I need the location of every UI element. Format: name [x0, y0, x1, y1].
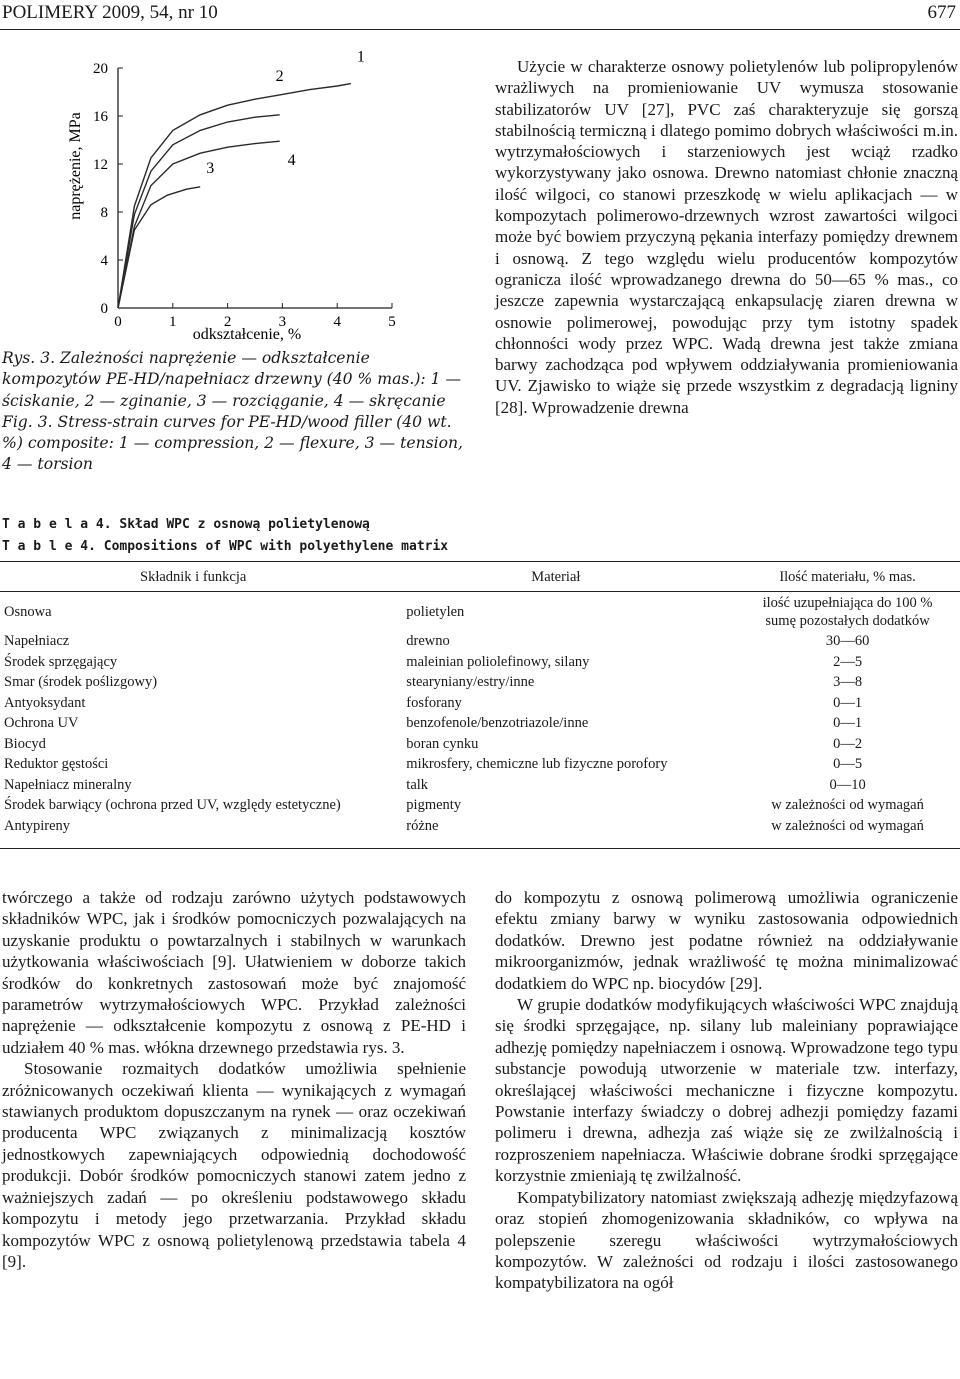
y-tick-label: 0	[100, 301, 108, 317]
cell-amount: w zależności od wymagań	[771, 797, 924, 813]
x-tick-label: 1	[169, 314, 177, 330]
cell-material: fosforany	[406, 694, 462, 711]
figure-caption-pl: Rys. 3. Zależności naprężenie — odkształcenie kompozytów PE-HD/napełniacz drzewny (40 % mas.): 1 — ściskanie, 2 — zginanie, 3 — rozciąganie, 4 — skręcanie	[2, 349, 462, 410]
cell-component: Smar (środek poślizgowy)	[4, 674, 158, 690]
table-row	[0, 735, 960, 756]
series-label-2: 2	[275, 67, 284, 85]
cell-amount: 2—5	[833, 653, 863, 670]
table-caption-en: T a b l e 4. Compositions of WPC with polyethylene matrix	[2, 539, 449, 554]
right-column-bottom-text	[495, 887, 958, 1294]
cell-amount: 0—5	[833, 756, 863, 772]
table-row	[0, 776, 960, 797]
cell-material: maleinian poliolefinowy, silany	[406, 653, 590, 670]
cell-component: Środek barwiący (ochrona przed UV, względy estetyczne)	[4, 797, 341, 813]
table-bottom-rule	[0, 848, 960, 849]
x-tick-label: 3	[278, 314, 287, 330]
series-label-4: 4	[287, 152, 296, 170]
cell-component: Antyoksydant	[4, 694, 86, 711]
cell-amount: 0—1	[833, 694, 863, 711]
paragraph: Stosowanie rozmaitych dodatków umożliwia spełnienie zróżnicowanych oczekiwań klienta — wynikających z wymagań stawianych produktom dopuszczanym na rynek — oraz oczekiwań producenta WPC związanych z minimalizacją kosztów jednostkowych zapewniających odpowiednią dochodowość produkcji. Dobór środków pomocniczych stanowi zatem jedno z ważniejszych zadań — po określeniu podstawowego składu kompozytu i metody jego przetwarzania. Przykład składu kompozytów WPC z osnową polietylenową przedstawia tabela 4 [9].	[2, 1059, 466, 1271]
table-row	[0, 592, 960, 632]
cell-component: Osnowa	[4, 604, 52, 620]
y-tick-label: 16	[93, 109, 108, 125]
cell-amount: w zależności od wymagań	[771, 817, 924, 834]
table-row	[0, 694, 960, 715]
header-amount: Ilość materiału, % mas.	[779, 568, 916, 585]
cell-material: polietylen	[406, 604, 465, 620]
cell-component: Ochrona UV	[4, 715, 79, 731]
cell-amount: 30—60	[825, 633, 870, 649]
cell-component: Napełniacz	[4, 633, 70, 649]
composition-table	[0, 562, 960, 837]
cell-component: Napełniacz mineralny	[4, 776, 132, 793]
x-tick-label: 2	[223, 314, 232, 330]
header-component: Składnik i funkcja	[140, 568, 247, 585]
cell-component: Antypireny	[4, 817, 71, 834]
cell-material: talk	[406, 776, 429, 793]
figure-caption	[2, 348, 472, 476]
cell-amount-line: sumę pozostałych dodatków	[765, 613, 930, 629]
paragraph: twórczego a także od rodzaju zarówno użytych podstawowych składników WPC, jak i środków pomocniczych pozwalających na uzyskanie produktu o powtarzalnych i stabilnych w warunkach użytkowania właściwościach [9]. Ułatwieniem w doborze takich środków do konkretnych zastosowań może być znajomość parametrów wytrzymałościowych WPC. Przykład zależności naprężenie — odkształcenie kompozytu z osnową z PE-HD i udziałem 40 % mas. włókna drzewnego przedstawia rys. 3.	[2, 888, 466, 1057]
table-row	[0, 673, 960, 694]
table-row	[0, 817, 960, 838]
series-label-1: 1	[356, 48, 365, 66]
table-row	[0, 755, 960, 776]
series-line-4	[118, 141, 280, 308]
running-header	[0, 0, 960, 28]
cell-component: Reduktor gęstości	[4, 756, 109, 772]
cell-amount	[735, 592, 960, 632]
series-label-3: 3	[206, 159, 215, 177]
chart-ylabel: naprężenie, MPa	[67, 112, 84, 220]
table-row	[0, 796, 960, 817]
cell-material: różne	[406, 817, 439, 834]
header-rule	[0, 29, 960, 30]
x-tick-label: 0	[114, 314, 122, 330]
cell-material: benzofenole/benzotriazole/inne	[406, 715, 589, 731]
chart-axes	[118, 68, 392, 308]
paragraph: do kompozytu z osnową polimerową umożliwia ograniczenie efektu zmiany barwy w wyniku zastosowania odpowiednich dodatków. Drewno jest podatne również na oddziaływanie mikroorganizmów, jednak wrażliwość tę można minimalizować dodatkiem do WPC np. biocydów [29].	[495, 888, 958, 993]
cell-material: stearyniany/estry/inne	[406, 674, 535, 690]
left-column-bottom-text	[2, 887, 466, 1272]
cell-component: Środek sprzęgający	[4, 653, 118, 670]
figure-caption-en: Fig. 3. Stress-strain curves for PE-HD/wood filler (40 wt. %) composite: 1 — compression, 2 — flexure, 3 — tension, 4 — torsion	[2, 412, 464, 474]
right-column-top-text	[495, 56, 958, 418]
cell-amount-line: ilość uzupełniająca do 100 %	[762, 595, 933, 611]
table-row	[0, 632, 960, 653]
y-tick-label: 20	[93, 61, 108, 77]
cell-amount: 0—10	[829, 776, 866, 793]
cell-amount: 0—1	[833, 715, 863, 731]
journal-title: POLIMERY 2009, 54, nr 10	[2, 2, 218, 23]
stress-strain-chart	[0, 36, 470, 348]
y-tick-label: 8	[100, 205, 108, 221]
table-header-row	[0, 562, 960, 592]
cell-material: boran cynku	[406, 735, 479, 752]
x-tick-label: 4	[333, 314, 341, 330]
y-tick-label: 4	[100, 253, 108, 269]
cell-amount: 0—2	[833, 735, 863, 752]
cell-material: drewno	[406, 633, 450, 649]
table-row	[0, 714, 960, 735]
x-tick-label: 5	[388, 314, 396, 330]
chart-xlabel: odkształcenie, %	[192, 326, 302, 343]
cell-amount: 3—8	[833, 674, 863, 690]
page-number: 677	[927, 2, 956, 23]
cell-material: mikrosfery, chemiczne lub fizyczne porofory	[406, 756, 668, 772]
header-material: Materiał	[531, 568, 581, 585]
cell-material: pigmenty	[406, 797, 462, 813]
table-row	[0, 653, 960, 674]
y-tick-label: 12	[93, 157, 108, 173]
paragraph: Użycie w charakterze osnowy polietylenów lub polipropylenów wrażliwych na promieniowanie UV wymusza stosowanie stabilizatorów UV [27], PVC zaś charakteryzuje się gorszą stabilnością termiczną i dlatego pomimo dobrych właściwości m.in. wytrzymałościowych i starzeniowych jest wciąż rzadko wykorzystywany jako osnowa. Drewno natomiast chłonie znaczną ilość wilgoci, co stanowi przeszkodę w wielu aplikacjach — w kompozytach polimerowo-drzewnych wzrost zawartości wilgoci może być bowiem przyczyną pękania interfazy pomiędzy drewnem i osnową. Z tego względu wielu producentów kompozytów ogranicza ilość wprowadzanego drewna do 50—65 % mas., co jeszcze zapewnia wystarczającą enkapsulację ziaren drewna w osnowie polimerowej, powodując przy tym istotny spadek chłonności wody przez WPC. Wadą drewna jest także zmiana barwy zachodząca pod wpływem oddziaływania promieniowania UV. Zjawisko to wiąże się przede wszystkim z degradacją ligniny [28]. Wprowadzenie drewna	[495, 57, 958, 417]
paragraph: Kompatybilizatory natomiast zwiększają adhezję międzyfazową oraz stopień zhomogenizowania składników, co wpływa na polepszenie szeregu właściwości wytrzymałościowych kompozytów. W zależności od rodzaju i ilości zastosowanego kompatybilizatora na ogół	[495, 1187, 958, 1293]
cell-component: Biocyd	[4, 735, 46, 752]
paragraph: W grupie dodatków modyfikujących właściwości WPC znajdują się środki sprzęgające, np. silany lub maleiniany poprawiające adhezję pomiędzy napełniaczem i osnową. Wprowadzone tego typu substancje powodują utworzenie w materiale tzw. interfazy, określającej właściwości mechaniczne i fizyczne kompozytu. Powstanie interfazy świadczy o dobrej adhezji pomiędzy fazami polimeru i drewna, adhezja zaś wiąże się ze zwilżalnością i rozproszeniem napełniacza. Właściwie dobrane środki sprzęgające korzystnie zmieniają tę zwilżalność.	[495, 995, 958, 1186]
series-line-1	[118, 84, 351, 308]
chart-series	[118, 49, 365, 308]
table-caption-pl: T a b e l a 4. Skład WPC z osnową polietylenową	[2, 517, 370, 532]
